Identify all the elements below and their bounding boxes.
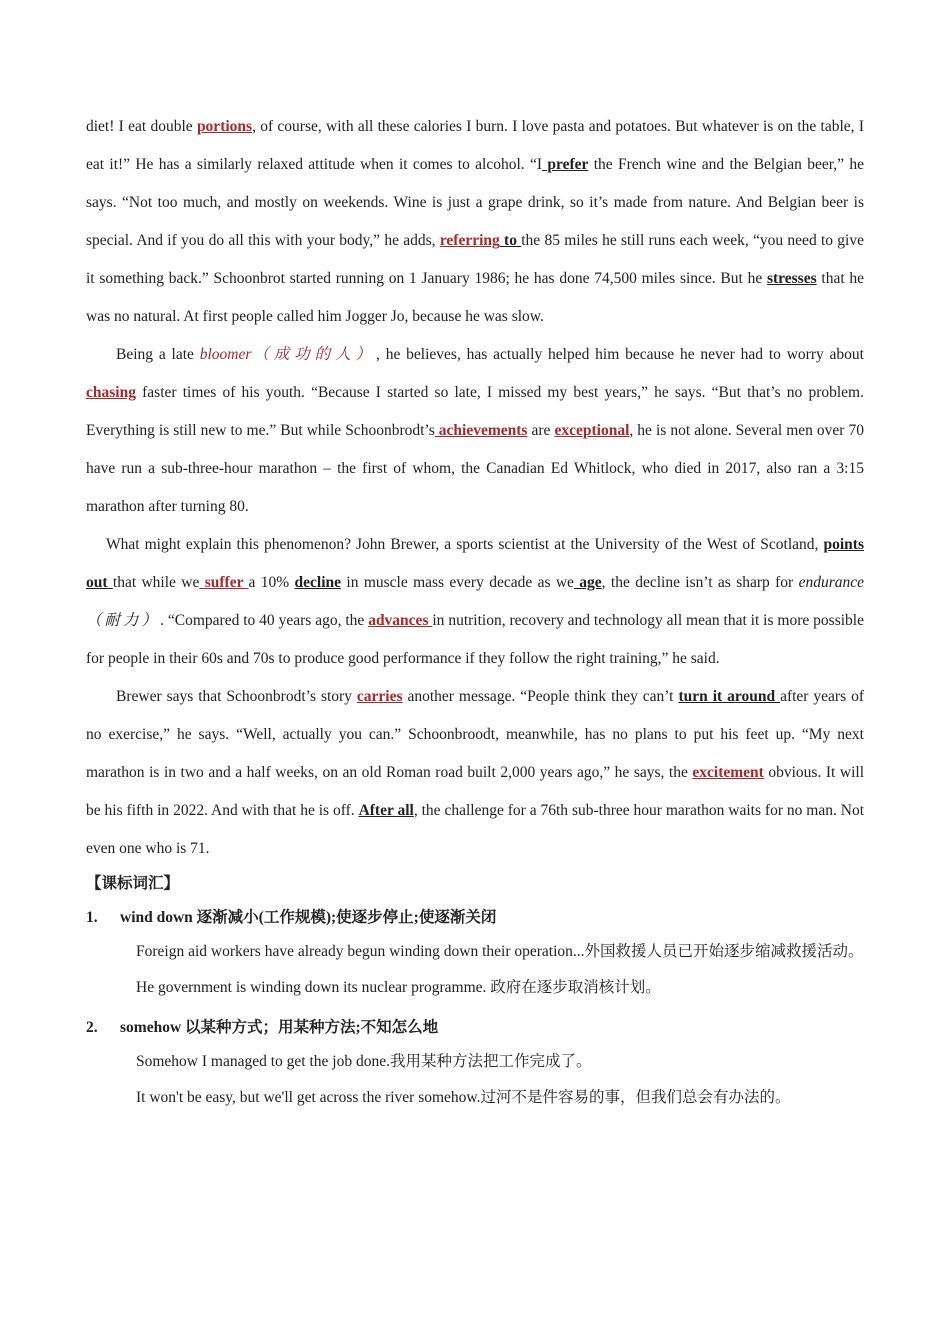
text: a 10% <box>248 574 295 591</box>
keyword-prefer: prefer <box>542 156 589 173</box>
document-page <box>86 108 864 1116</box>
keyword-referring: referring <box>439 232 500 249</box>
text: in nutrition, recovery and technology all mean that it is more possible for people in their 60s and 70s to produce good performance if they follow the right training,” he said. <box>86 612 864 667</box>
keyword-after-all: After all <box>358 802 414 819</box>
keyword-suffer: suffer <box>199 574 249 591</box>
text: , the challenge for a 76th sub-three hour marathon waits for no man. Not even one who is 71. <box>86 802 865 857</box>
vocab-number: 1. <box>86 909 98 926</box>
keyword-excitement: excitement <box>692 764 764 781</box>
example-sentence: It won't be easy, but we'll get across the river somehow.过河不是件容易的事，但我们总会有办法的。 <box>136 1089 791 1106</box>
text: that while we <box>112 574 200 591</box>
text: diet! I eat double <box>86 118 197 135</box>
text: What might explain this phenomenon? John Brewer, a sports scientist at the University of the West of Scotland, <box>106 536 824 553</box>
text: the 85 miles he still runs each week, “you need to give it something back.” Schoonbrot started running on 1 January 1986; he has done 74,500 miles since. But he <box>86 232 864 287</box>
keyword-stresses: stresses <box>766 270 817 287</box>
example-sentence: Foreign aid workers have already begun winding down their operation...外国救援人员已开始逐步缩减救援活动。 <box>136 943 864 960</box>
paragraph-4 <box>86 678 864 868</box>
keyword-decline: decline <box>294 574 342 591</box>
section-title: 【课标词汇】 <box>86 875 180 892</box>
text: are <box>527 422 555 439</box>
text: the French wine and the Belgian beer,” he says. “Not too much, and mostly on weekends. Wine is just a grape drink, so it’s made from nature. And Belgian beer is special. And if you do all this with your body,” he adds, <box>86 156 864 249</box>
text: obvious. It will be his fifth in 2022. And with that he is off. <box>86 764 864 819</box>
vocab-heading-2 <box>86 1016 864 1040</box>
keyword-achievements: achievements <box>434 422 528 439</box>
example-sentence: Somehow I managed to get the job done.我用某种方法把工作完成了。 <box>136 1053 592 1070</box>
term-endurance: endurance <box>798 574 864 591</box>
keyword-exceptional: exceptional <box>554 422 630 439</box>
text: faster times of his youth. “Because I started so late, I missed my best years,” he says. “But that’s no problem. Everything is still new to me.” But while Schoonbrodt’s <box>86 384 864 439</box>
text: , he believes, has actually helped him because he never had to worry about <box>376 346 864 363</box>
text: another message. “People think they can’t <box>402 688 679 705</box>
text: , he is not alone. Several men over 70 have run a sub-three-hour marathon – the first of whom, the Canadian Ed Whitlock, who died in 2017, also ran a 3:15 marathon after turning 80. <box>86 422 865 515</box>
vocab-number: 2. <box>86 1019 98 1036</box>
text: . “Compared to 40 years ago, the <box>160 612 369 629</box>
keyword-advances: advances <box>368 612 433 629</box>
keyword-age: age <box>573 574 602 591</box>
chinese-note: （成功的人） <box>251 346 377 363</box>
term-bloomer: bloomer <box>199 346 252 363</box>
text: Being a late <box>116 346 200 363</box>
text: that he was no natural. At first people called him Jogger Jo, because he was slow. <box>86 270 865 325</box>
vocab-term: wind down 逐渐减小(工作规模);使逐步停止;使逐渐关闭 <box>120 909 497 926</box>
vocab-heading-1 <box>86 906 864 930</box>
keyword-carries: carries <box>356 688 403 705</box>
paragraph-2 <box>86 336 864 526</box>
text: , the decline isn’t as sharp for <box>601 574 799 591</box>
text: in muscle mass every decade as we <box>341 574 574 591</box>
keyword-to: to <box>499 232 522 249</box>
keyword-chasing: chasing <box>86 384 136 401</box>
example-sentence: He government is winding down its nuclear programme. 政府在逐步取消核计划。 <box>136 979 661 996</box>
text: Brewer says that Schoonbrodt’s story <box>116 688 357 705</box>
chinese-note: （耐力） <box>86 612 161 629</box>
paragraph-1 <box>86 108 864 336</box>
keyword-points-out: points out <box>86 536 864 591</box>
text: , of course, with all these calories I burn. I love pasta and potatoes. But whatever is on the table, I eat it!” He has a similarly relaxed attitude when it comes to alcohol. “I <box>86 118 864 173</box>
keyword-turn-it-around: turn it around <box>678 688 781 705</box>
vocab-term: somehow 以某种方式；用某种方法;不知怎么地 <box>120 1019 439 1036</box>
paragraph-3 <box>86 526 864 678</box>
keyword-portions: portions <box>196 118 253 135</box>
text: after years of no exercise,” he says. “Well, actually you can.” Schoonbroodt, meanwhile, has no plans to put his feet up. “My next marathon is in two and a half weeks, on an old Roman road built 2,000 years ago,” he says, the <box>86 688 864 781</box>
